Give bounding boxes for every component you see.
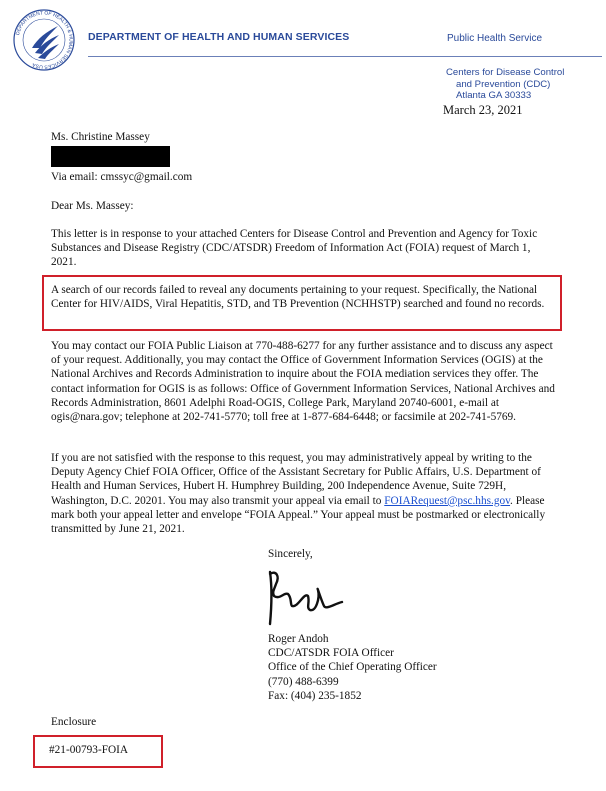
- agency-address: [446, 67, 564, 102]
- agency-line: Centers for Disease Control: [446, 67, 565, 78]
- reference-number: #21-00793-FOIA: [49, 744, 129, 756]
- paragraph-findings: A search of our records failed to reveal any documents pertaining to your request. Specifically, the National Center for HIV/AIDS, Viral Hepatitis, STD, and TB Prevention (NCHHSTP) searched and found no records.: [51, 284, 545, 311]
- enclosure-label: Enclosure: [51, 716, 97, 728]
- salutation: Dear Ms. Massey:: [51, 200, 134, 212]
- paragraph-contact: You may contact our FOIA Public Liaison at 770-488-6277 for any further assistance and to discuss any aspect of your request. Additionally, you may contact the Office of Government Information Services (OGIS) at the National Archives and Records Administration to inquire about the FOIA mediation services they offer. The contact information for OGIS is as follows: Office of Government Information Services, National Archives and Records Administration, 8601 Adelphi Road-OGIS, College Park, Maryland 20740-6001, e-mail at ogis@nara.gov; telephone at 202-741-5770; toll free at 1-877-684-6448; or facsimile at 202-741-5769.: [51, 340, 555, 424]
- seal-text: DEPARTMENT OF HEALTH & HUMAN SERVICES USA: [14, 10, 74, 70]
- agency-line: and Prevention (CDC): [456, 78, 551, 90]
- department-name: DEPARTMENT OF HEALTH AND HUMAN SERVICES: [88, 31, 350, 43]
- signer-phone: (770) 488-6399: [268, 675, 339, 688]
- hhs-seal-logo: [12, 8, 76, 72]
- recipient-name: Ms. Christine Massey: [51, 131, 150, 143]
- closing-sincerely: Sincerely,: [268, 548, 313, 560]
- letter-date: March 23, 2021: [443, 103, 523, 117]
- signer-fax: Fax: (404) 235-1852: [268, 689, 362, 702]
- paragraph-intro: This letter is in response to your attached Centers for Disease Control and Prevention and Agency for Toxic Substances and Disease Registry (CDC/ATSDR) Freedom of Information Act (FOIA) request of March 1, 2021.: [51, 228, 538, 269]
- signer-name: Roger Andoh: [268, 633, 329, 645]
- signer-office: Office of the Chief Operating Officer: [268, 661, 437, 674]
- signature-block: [268, 632, 437, 703]
- handwritten-signature: [262, 562, 352, 632]
- agency-line: Atlanta GA 30333: [456, 90, 532, 101]
- foia-email-link[interactable]: FOIARequest@psc.hhs.gov: [384, 494, 511, 507]
- appeal-text: If you are not satisfied with the response to this request, you may administratively appeal by writing to the Deputy Agency Chief FOIA Officer, Office of the Assistant Secretary for Public Affairs, U.S. Department of Health and Human Services, Hubert H. Humphrey Building, 200 Independence Avenue, Suite 729H, Washington, D.C. 20201. You may also transmit your appeal via email to: [51, 452, 541, 507]
- signer-title: CDC/ATSDR FOIA Officer: [268, 647, 394, 660]
- header-rule: [88, 56, 602, 57]
- appeal-text-end: . Please mark both your appeal letter and envelope “FOIA Appeal.” Your appeal must be postmarked or electronically transmitted by June 21, 2021.: [51, 494, 546, 536]
- redaction-bar: [51, 146, 170, 167]
- recipient-email: Via email: cmssyc@gmail.com: [51, 171, 193, 183]
- service-name: Public Health Service: [447, 33, 543, 44]
- paragraph-appeal: [51, 451, 556, 536]
